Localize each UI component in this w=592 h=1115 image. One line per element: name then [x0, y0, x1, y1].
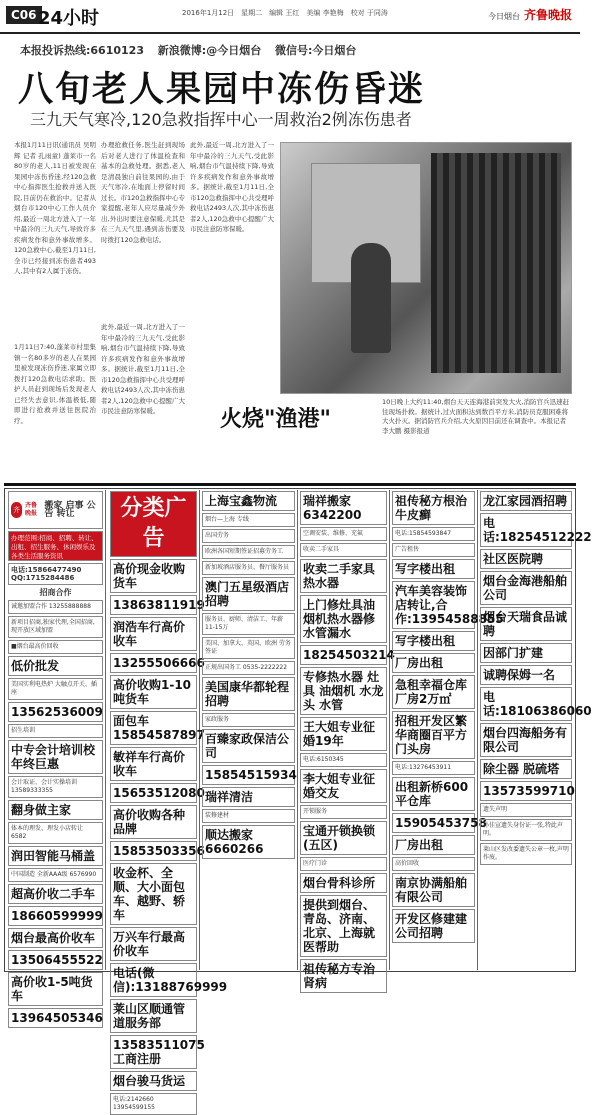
classified-ad: 李大姐专业征婚交友 — [300, 769, 387, 803]
classified-ad: 装修建材 — [202, 809, 295, 823]
page-number: C06 — [6, 6, 42, 24]
article-col-2: 办理抢救任务,医生赶到现场后对老人进行了体温检查和基本的急救处理。据悉,老人是清晨独自前往果园的,由于天气寒冷,在地面上停留时间过长。市120急救指挥中心专家提醒,老年人应尽量减少外出,外出时要注意保暖,尤其是在三九天气里,遇到冻伤要及时拨打120急救电话。 — [101, 141, 185, 244]
classified-ad: 招租开发区繁华商圈百平方门头房 — [392, 711, 475, 759]
classified-ad: 15854515934 — [202, 765, 295, 785]
classified-ad: 13964505346 — [8, 1008, 103, 1028]
classified-ad: 会计取证、会计实操培训 13589333355 — [8, 776, 103, 798]
classified-ad: 厂房出租 — [392, 835, 475, 855]
photo-burnt-structure — [431, 153, 561, 373]
classified-ad: 瑞祥清洁 — [202, 787, 295, 807]
classified-ad: 出国劳务 — [202, 529, 295, 543]
classified-ad: 13863811919 — [110, 595, 197, 615]
classified-ad: 王大姐专业征婚19年 — [300, 717, 387, 751]
section-label: 招商合作 — [39, 588, 72, 597]
ads-banner-text: 搬家 启事 公告 转让 — [44, 501, 96, 519]
classified-ad: 百臻家政保洁公司 — [202, 729, 295, 763]
subheadline: 三九天气寒冷,120急救指挥中心一周救治2例冻伤患者 — [30, 110, 412, 129]
classified-ad: 敏祥车行高价收车 — [110, 747, 197, 781]
ads-contact: 电话:15866477490 QQ:1715284486 — [8, 563, 103, 585]
classified-ad: 高价收购1-10吨货车 — [110, 675, 197, 709]
classified-ad: 烟台金海港船舶公司 — [480, 571, 572, 605]
classified-ad: 电话(微信):13188769999 — [110, 963, 197, 997]
article-col-1b: 1月11日7:40,蓬莱市村里集镇一名80多岁的老人在果园里被发现冻伤昏迷,家属立即拨打120急救电话求助。医护人员赶到现场后发现老人已经失去意识,体温极低,随即进行抢救并送往医院治疗。 — [14, 343, 96, 425]
classified-ad: 万兴车行最高价收车 — [110, 927, 197, 961]
classified-ad: 高价收购各种品牌 — [110, 805, 197, 839]
classified-ad: 厂房出租 — [392, 653, 475, 673]
brand-subtitle: 今日烟台 — [487, 12, 520, 21]
ads-column-6 — [478, 490, 592, 970]
classified-ad: 15653512080 — [110, 783, 197, 803]
ads-column-3 — [200, 490, 298, 970]
classified-ad: 13573599710 — [480, 781, 572, 801]
classified-ad: 美国康华都轮程招聘 — [202, 677, 295, 711]
classified-ad: 中专会计培训校年终巨惠 — [8, 740, 103, 774]
classified-ad: 专修热水器 灶具 油烟机 水龙头 水管 — [300, 667, 387, 715]
classified-ad: 上海宝鑫物流 — [202, 491, 295, 511]
classified-ad: 15853503356 — [110, 841, 197, 861]
classified-ad: 烟台天瑞食品诚聘 — [480, 607, 572, 641]
classified-ad: 提供到烟台、青岛、济南、北京、上海就医帮助 — [300, 895, 387, 957]
hotline-bar: 本报投诉热线:6610123 新浪微博:@今日烟台 微信号:今日烟台 — [20, 44, 357, 57]
article-col-1: 本报1月11日讯(通讯员 吴明辉 记者 孔雨童) 蓬莱市一名80岁的老人,11日被发现在果园中冻伤昏迷,经120急救中心指挥医生抢救并送入医院,目前仍在救治中。记者从烟台市120中心工作人员介绍,最近一周北方进入了一年中最冷的三九天气,导致许多疾病发作和意外事故增多。120急救中心,截至1月11日,全市已经接到冻伤患者493人,其中有2人属于冻伤。 — [14, 141, 97, 275]
article-col-2b: 此外,最近一周,北方进入了一年中最冷的三九天气,受此影响,烟台市气温持续下降,导致许多疾病发作和意外事故增多。据统计,截至1月11日,全市120急救指挥中心共受理呼救电话2493人次,其中冻伤患者2人,120急救中心提醒广大市民注意防寒保暖。 — [101, 323, 185, 415]
news-photo — [280, 142, 572, 394]
classified-ad: 莱山区发改委遗失公章一枚,声明作废。 — [480, 843, 572, 865]
article-col-3: 此外,最近一周,北方进入了一年中最冷的三九天气,受此影响,烟台市气温持续下降,导致许多疾病发作和意外事故增多。据统计,截至1月11日,全市120急救指挥中心共受理呼救电话2493人次,其中冻伤患者2人,120急救中心提醒广大市民注意防寒保暖。 — [190, 141, 274, 233]
classified-ad: 汽车美容装饰店转让,合作:13954588855 — [392, 581, 475, 629]
classified-ad: 翻身做主家 — [8, 800, 103, 820]
classified-ad: 诚聘保姆一名 — [480, 665, 572, 685]
classified-ad: 祖传秘方根治牛皮癣 — [392, 491, 475, 525]
classified-ad: 高价现金收购货车 — [110, 559, 197, 593]
classified-ad: 上门修灶具油烟机热水器修水管漏水 — [300, 595, 387, 643]
classified-ad: 遗失声明 — [480, 803, 572, 817]
classified-ad: 收卖二手家具 — [300, 543, 387, 557]
photo-title: 火烧"渔港" — [220, 407, 331, 432]
newspaper-logo: 齐鲁晚报 — [24, 502, 37, 517]
classified-ad: 电话:18254512222 — [480, 513, 572, 547]
classified-ad: 13583511075 工商注册 — [110, 1035, 197, 1069]
classified-ad: 南京协满船舶有限公司 — [392, 873, 475, 907]
classified-ad: 超高价收二手车 — [8, 884, 103, 904]
classified-ad: 13562536009 — [8, 702, 103, 722]
classified-ad: 低价批发 — [8, 656, 103, 676]
classified-ad: 润田智能马桶盖 — [8, 846, 103, 866]
masthead-brand — [488, 6, 572, 23]
classified-ad: 社区医院聘 — [480, 549, 572, 569]
classified-ad: 服务员、厨师、清洁工、年薪11-15万 — [202, 613, 295, 635]
issue-meta: 2016年1月12日 星期二 编辑 王红 美编 李艳梅 校对 于同涛 — [182, 9, 388, 17]
ads-column-1 — [6, 490, 106, 1025]
classified-ad: 瑞祥搬家 6342200 — [300, 491, 387, 525]
classified-ad: 正规出国务工 0535-2222222 — [202, 661, 295, 675]
classified-ad: 高价收1-5吨货车 — [8, 972, 103, 1006]
ads-column-4 — [298, 490, 395, 990]
classified-ad: 家政服务 — [202, 713, 295, 727]
classified-ad: 18254503214 — [300, 645, 387, 665]
classified-ad: 开发区修建建公司招聘 — [392, 909, 475, 943]
classified-ad: 18660599999 — [8, 906, 103, 926]
classified-ad: 龙江家园酒招聘 — [480, 491, 572, 511]
newspaper-logo-icon: 齐 — [11, 502, 22, 518]
classified-ad: 烟台最高价收车 — [8, 928, 103, 948]
photo-person — [351, 243, 391, 353]
classified-ad: 烟台骏马货运 — [110, 1071, 197, 1091]
brand-name: 齐鲁晚报 — [523, 8, 572, 22]
classified-ad: 收卖二手家具热水器 — [300, 559, 387, 593]
classified-ad: 急租幸福仓库厂房2万㎡ — [392, 675, 475, 709]
classified-ad: 顺达搬家 6660266 — [202, 825, 295, 859]
section-title: 24小时 — [38, 8, 100, 29]
classified-ad: 新加坡酒店服务员、餐厅服务员 — [202, 561, 295, 575]
classified-ad: 孙佳宣遗失身份证一张,特此声明。 — [480, 819, 572, 841]
classified-ad: 烟台四海船务有限公司 — [480, 723, 572, 757]
classified-ad: 写字楼出租 — [392, 631, 475, 651]
photo-caption: 10日晚上大约11:40,烟台天天连海港前突发大火,消防官兵迅速赶往现场扑救。据统计,过火面积达到数百平方米,消防员克服困难将大火扑灭。据消防官兵介绍,大火原因目前还在调查中。本报记者 李大鹏 摄影报道 — [382, 398, 570, 435]
classified-ad: 高价回收 — [392, 857, 475, 871]
ads-office-info: 办理范围:招商、招聘、转让、出租、招生服务、休闲娱乐及各类生活服务资讯 — [8, 531, 103, 561]
classified-ad: 新项目招商,独家代理,全国招商,现开放区域加盟 — [8, 616, 103, 638]
ad-divider — [4, 483, 576, 486]
classified-ad: 电话:15854593847 — [392, 527, 475, 541]
classified-ad: 招生培训 — [8, 724, 103, 738]
classified-ad: 空调安装、维修、充氟 — [300, 527, 387, 541]
classified-ad: 电话:18106386060 — [480, 687, 572, 721]
classified-ad: 医疗门诊 — [300, 857, 387, 871]
classified-ad: 宝通开锁换锁(五区) — [300, 821, 387, 855]
classified-ad: 收金杯、全顺、大小面包车、越野、轿车 — [110, 863, 197, 925]
classified-ad: 15905453758 — [392, 813, 475, 833]
classified-ad: 润浩车行高价收车 — [110, 617, 197, 651]
classified-ad: 烟台—上海 专线 — [202, 513, 295, 527]
headline: 八旬老人果园中冻伤昏迷 — [18, 70, 426, 110]
classified-ad: 诚邀加盟合作 13255888888 — [8, 600, 103, 614]
classified-ad: 电话:13276453911 — [392, 761, 475, 775]
classified-ad: 13506455522 — [8, 950, 103, 970]
classified-ad: 电话:6150345 — [300, 753, 387, 767]
classified-ad: ■烟台最高价回收 — [8, 640, 103, 654]
classified-ad: 莱山区顺通管道服务部 — [110, 999, 197, 1033]
classified-ad: 13255506666 — [110, 653, 197, 673]
classified-ad: 祖传秘方专治肾病 — [300, 959, 387, 993]
classified-ad: 中国制造 全新AAA级 6576990 — [8, 868, 103, 882]
ads-banner — [8, 491, 103, 529]
classified-ad: 烟台骨科诊所 — [300, 873, 387, 893]
classified-ad: 美国、加拿大、英国、欧洲 劳务签证 — [202, 637, 295, 659]
ads-title-block: 分类广告 — [110, 491, 197, 557]
classified-ad: 广告租售 — [392, 543, 475, 557]
classified-ad: 欧洲各国短期签证招募劳务工 — [202, 545, 295, 559]
classified-ad: 出租新桥600平仓库 — [392, 777, 475, 811]
classified-ad: 因部门扩建 — [480, 643, 572, 663]
classified-ad: 电话:2142660 13954599155 — [110, 1093, 197, 1115]
classified-ad: 体本的理发、理发小店转让 6582 — [8, 822, 103, 844]
classified-ad: 澳门五星级酒店招聘 — [202, 577, 295, 611]
classified-ad: 美国实利电热炉 大触点开关、插座 — [8, 678, 103, 700]
classified-ad: 除尘器 脱硫塔 — [480, 759, 572, 779]
classified-ad: 面包车15854587897 — [110, 711, 197, 745]
classified-ad: 开锁服务 — [300, 805, 387, 819]
classified-ad: 写字楼出租 — [392, 559, 475, 579]
